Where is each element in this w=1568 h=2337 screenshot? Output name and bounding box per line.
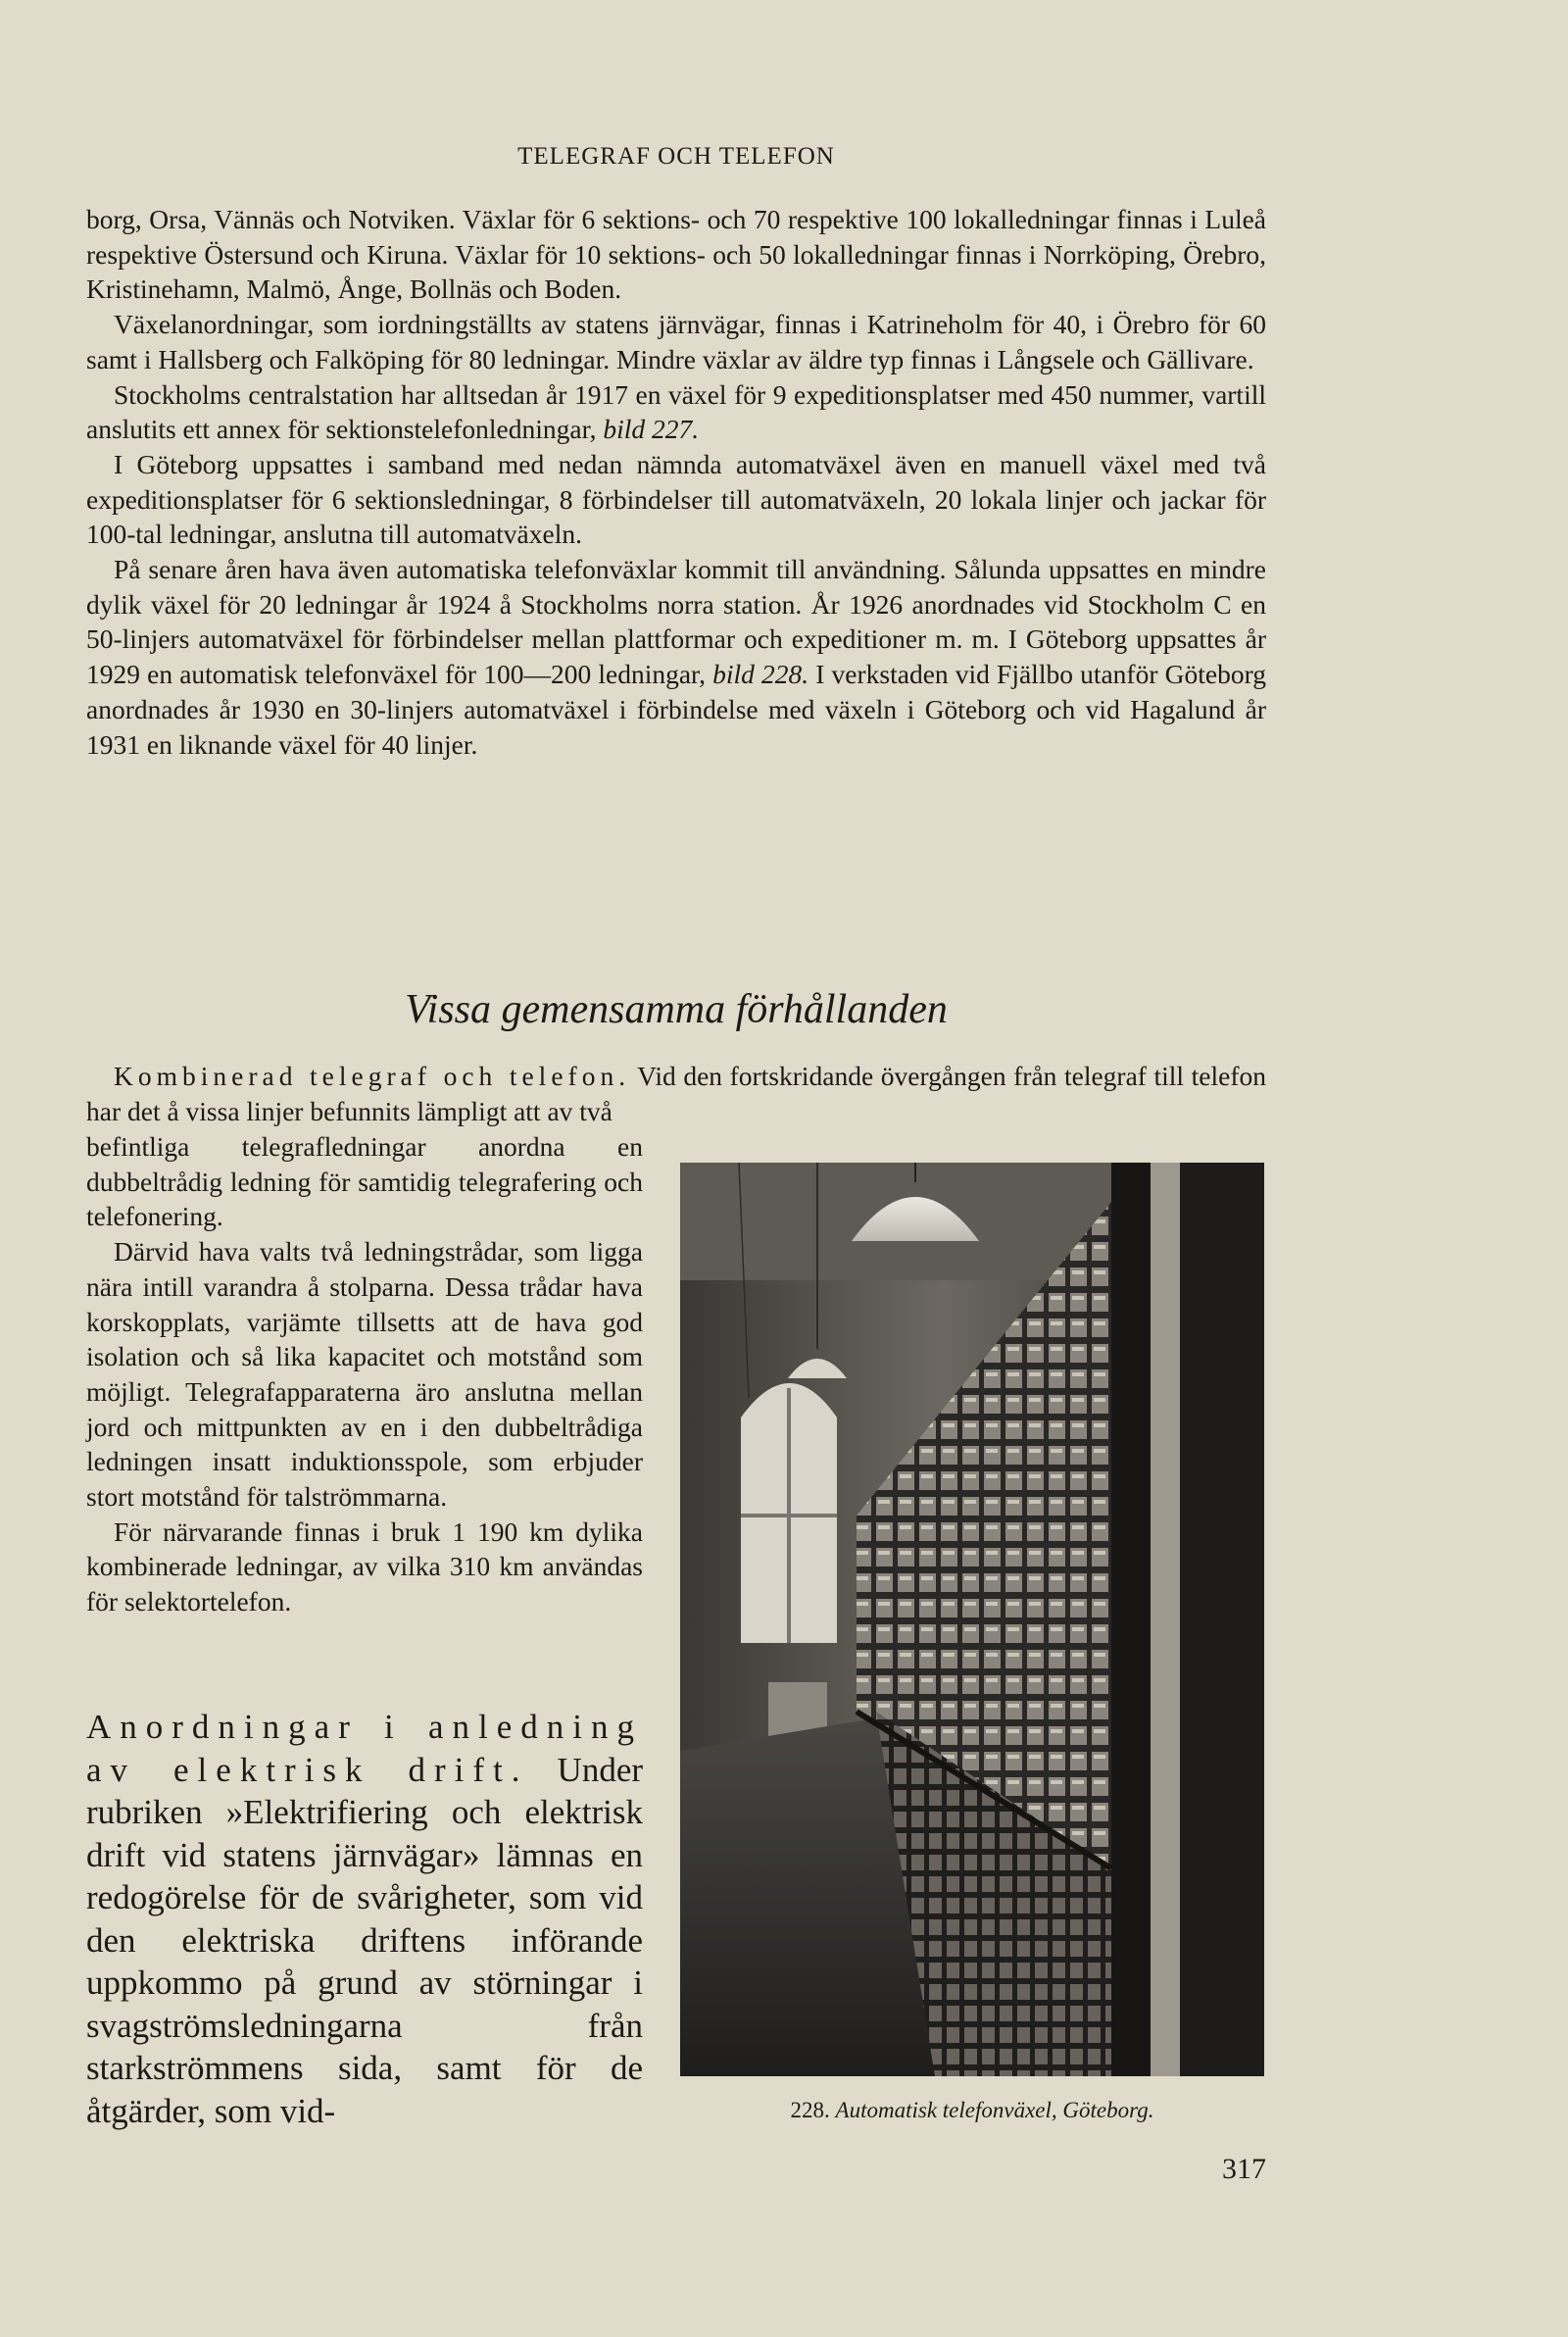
subsection-title: Anordningar i anledning av elektrisk drift. (86, 1708, 643, 1789)
figure-caption (680, 2098, 1264, 2123)
subsection-title: Kombinerad telegraf och telefon. (114, 1061, 631, 1091)
section-heading: Vissa gemensamma förhållanden (405, 987, 948, 1032)
paragraph-text: Stockholms centralstation har alltsedan år 1917 en växel för 9 expeditionsplatser med 450 nummer, vartill anslutits ett annex för sektionstelefonledningar, (86, 378, 1266, 445)
paragraph: Därvid hava valts två ledningstrådar, som ligga nära intill varandra å stolparna. Dessa trådar hava korskopplats, varjämte tillsetts att de hava god isolation och så lika kapacitet och motstånd som möjligt. Telegrafapparaterna äro anslutna mellan jord och mittpunkten av en i den dubbeltrådiga ledningen insatt induktionsspole, som erbjuder stort motstånd för talströmmarna. (86, 1236, 643, 1513)
figure-caption-text: Automatisk telefonväxel, Göteborg. (835, 2098, 1154, 2122)
telephone-exchange-photo (680, 1163, 1264, 2076)
narrow-text-column (86, 1129, 643, 1619)
paragraph: I Göteborg uppsattes i samband med nedan nämnda automatväxel även en manuell växel med två expeditionsplatser för 6 sektionsledningar, 8 förbindelser till automatväxeln, 20 lokala linjer och jackar för 100-tal ledningar, anslutna till automatväxeln. (86, 448, 1266, 550)
figure-number: 228. (790, 2098, 830, 2122)
page-number: 317 (1222, 2153, 1266, 2185)
paragraph (86, 1706, 643, 2132)
paragraph-text: Vid den fortskridande övergången från telegraf till telefon har det å vissa linjer befunnits lämpligt att av två (86, 1061, 1266, 1126)
top-text-column (86, 202, 1266, 762)
paragraph: befintliga telegrafledningar anordna en dubbeltrådig ledning för samtidig telegrafering och telefonering. (86, 1131, 643, 1232)
figure-reference: bild 227. (603, 414, 700, 445)
combined-intro (86, 1059, 1266, 1128)
paragraph: borg, Orsa, Vännäs och Notviken. Växlar för 6 sektions- och 70 respektive 100 lokalledningar finnas i Luleå respektive Östersund och Kiruna. Växlar för 10 sektions- och 50 lokalledningar finnas i Norrköping, Örebro, Kristinehamn, Malmö, Ånge, Bollnäs och Boden. (86, 204, 1266, 305)
paragraph (86, 1059, 1266, 1128)
paragraph-text: På senare åren hava även automatiska telefonväxlar kommit till användning. Sålunda uppsattes en mindre dylik växel för 20 ledningar år 1924 å Stockholms norra station. År 1926 anordnades vid Stockholm C en 50-linjers automatväxel för förbindelser mellan plattformar och expeditioner m. m. I Göteborg uppsattes år 1929 en automatisk telefonväxel för 100—200 ledningar, (86, 554, 1266, 690)
paragraph: För närvarande finnas i bruk 1 190 km dylika kombinerade ledningar, av vilka 310 km användas för selektortelefon. (86, 1516, 643, 1617)
paragraph (86, 552, 1266, 762)
paragraph (86, 377, 1266, 447)
figure-reference: bild 228. (712, 659, 809, 690)
paragraph-text: Under rubriken »Elektrifiering och elektrisk drift vid statens järnvägar» lämnas en redogörelse för de svårigheter, som vid den elektriska driftens införande uppkommo på grund av störningar i svagströmsledningarna från starkströmmens sida, samt för de åtgärder, som vid- (86, 1750, 644, 2130)
paragraph-text: I verkstaden vid Fjällbo utanför Göteborg anordnades år 1930 en 30-linjers automatväxel i förbindelse med växeln i Göteborg och vid Hagalund år 1931 en liknande växel för 40 linjer. (86, 659, 1266, 760)
electric-section (86, 1706, 643, 2132)
paragraph: Växelanordningar, som iordningställts av statens järnvägar, finnas i Katrineholm för 40, i Örebro för 60 samt i Hallsberg och Falköping för 80 ledningar. Mindre växlar av äldre typ finnas i Långsele och Gällivare. (86, 309, 1266, 374)
running-head: TELEGRAF OCH TELEFON (517, 143, 835, 170)
